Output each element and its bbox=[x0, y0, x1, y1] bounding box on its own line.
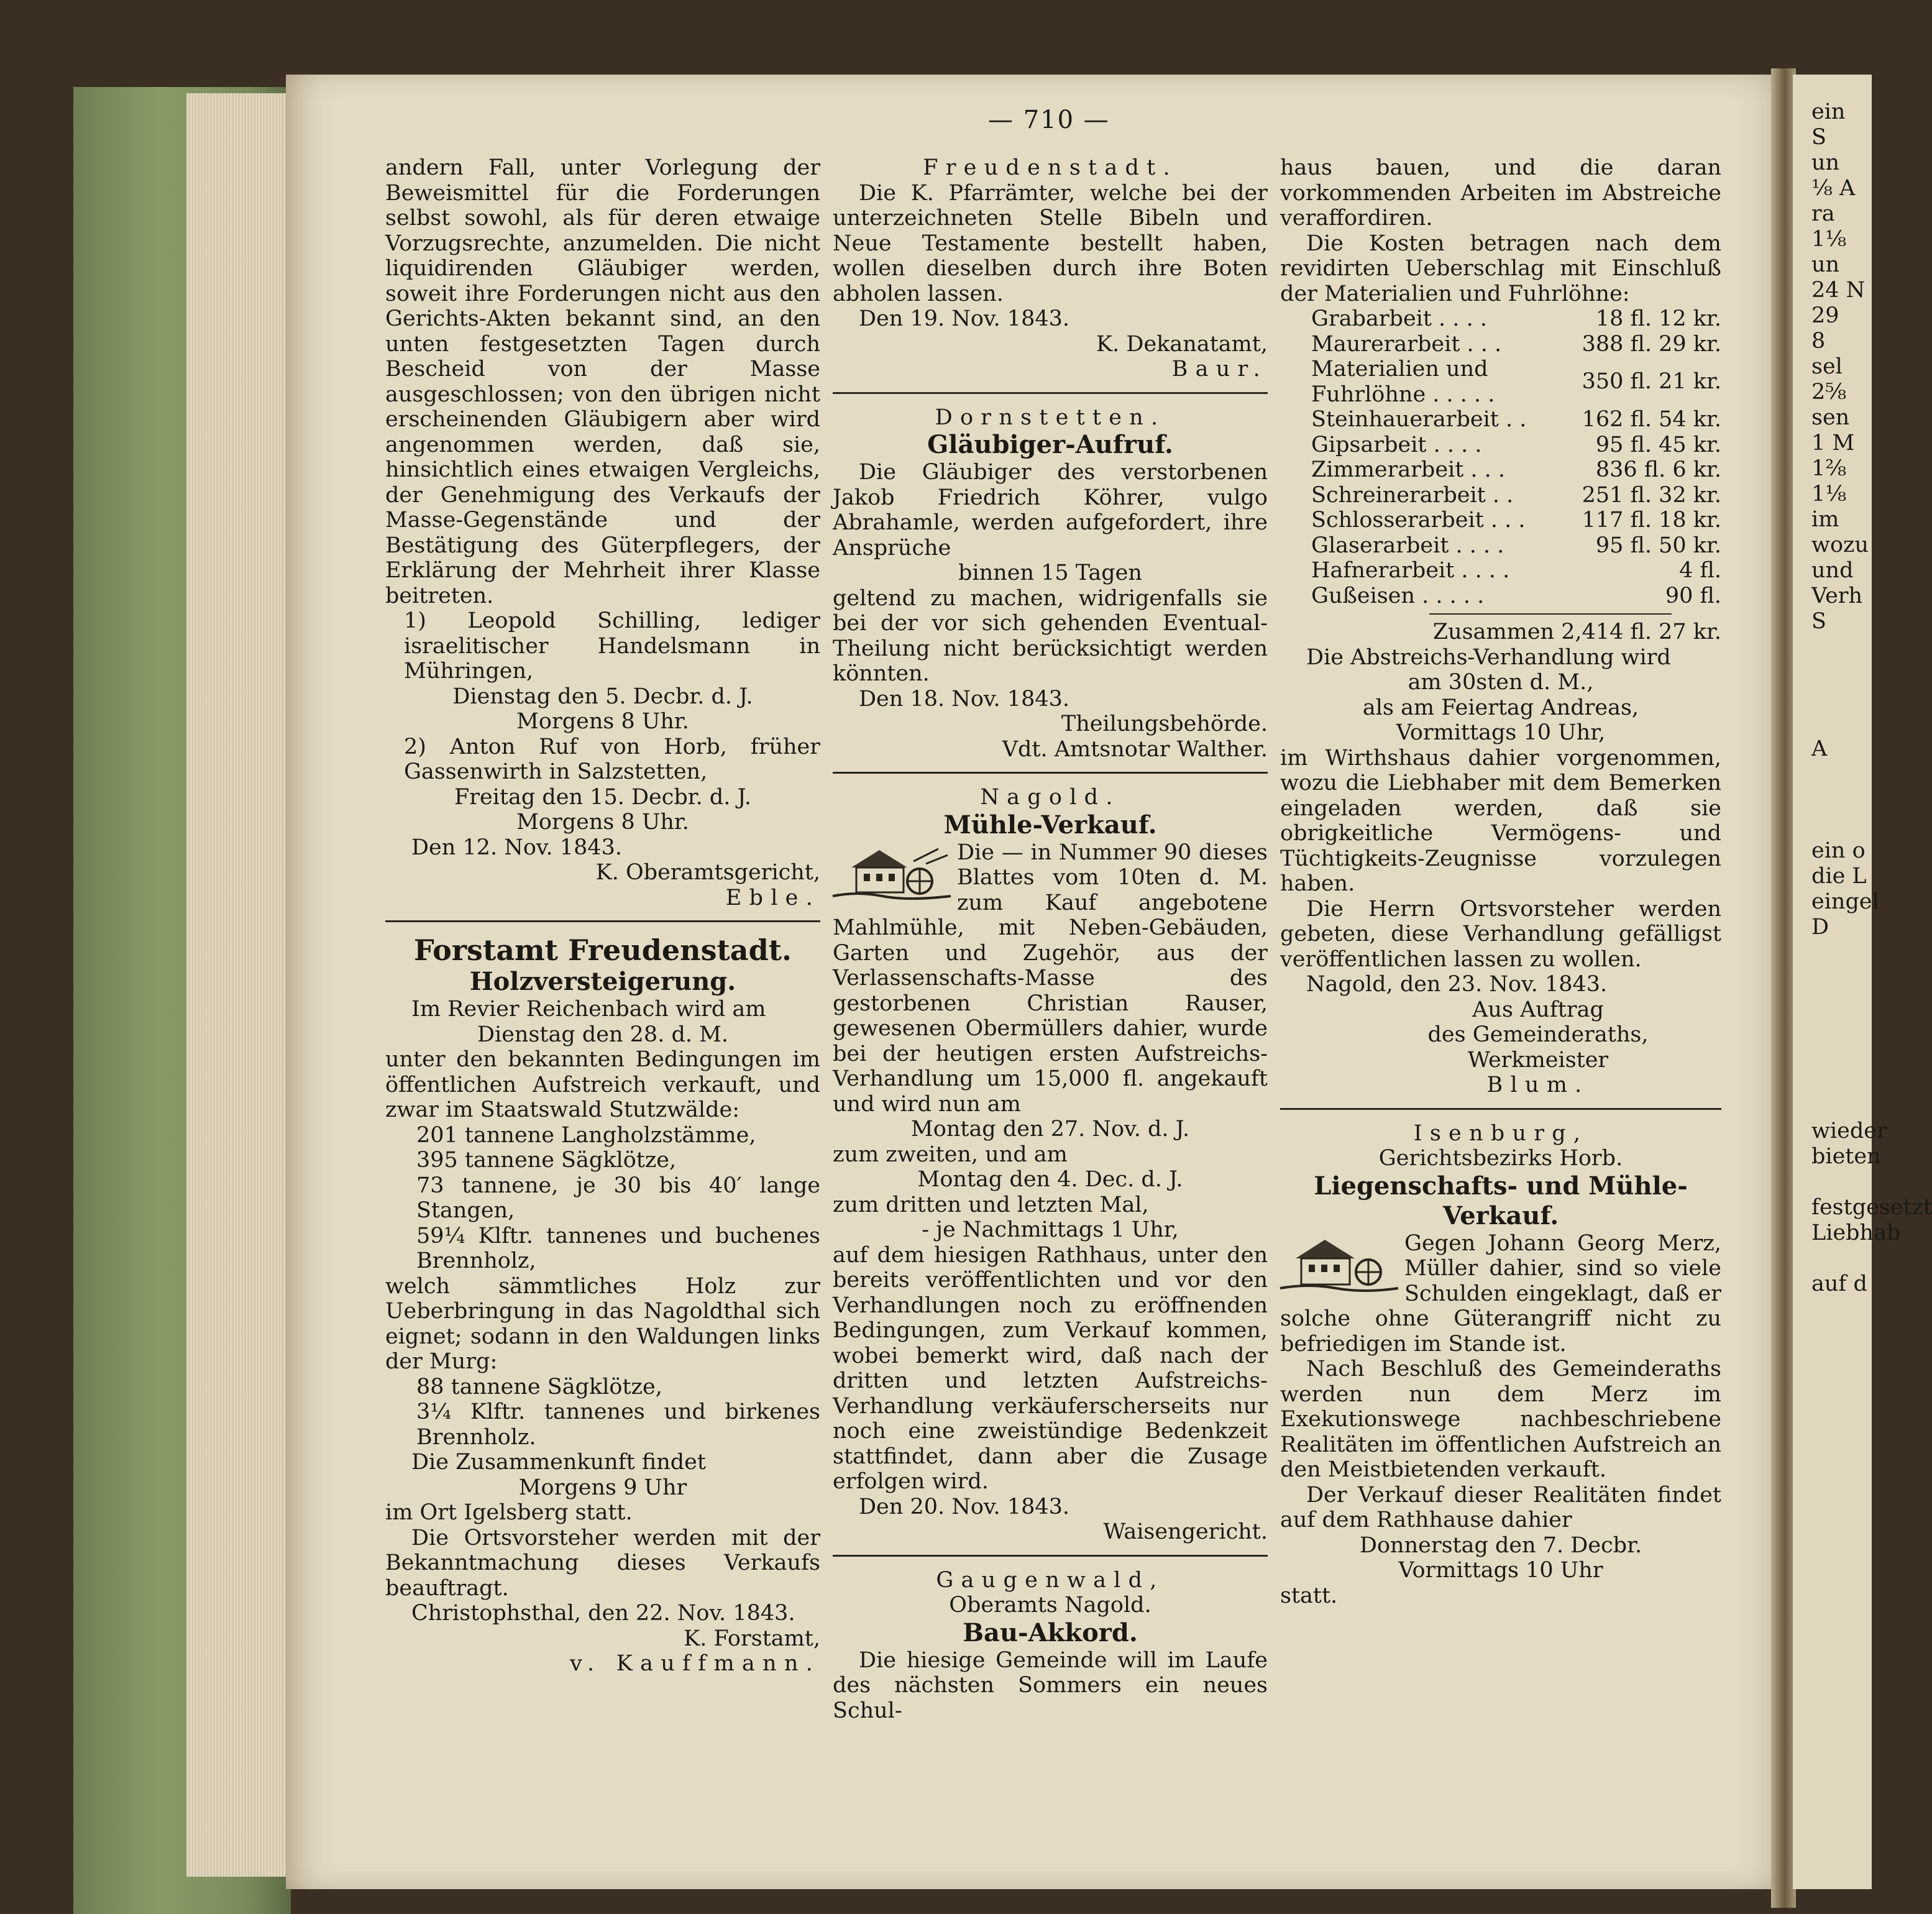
fragment-line bbox=[1793, 1042, 1872, 1068]
list-item: 73 tannene, je 30 bis 40′ lange Stangen, bbox=[416, 1173, 820, 1223]
fragment-line: 1 M bbox=[1811, 431, 1855, 456]
paragraph: Die hiesige Gemeinde will im Laufe des nächsten Sommers ein neues Schul- bbox=[833, 1647, 1268, 1723]
mill-woodcut-icon bbox=[1280, 1234, 1398, 1293]
cost-label: Gipsarbeit . . . . bbox=[1311, 432, 1482, 457]
paragraph: Die Kosten betragen nach dem revidirten Ueberschlag mit Einschluß der Materialien und Fuhrlöhne: bbox=[1280, 231, 1721, 306]
fragment-line: bieten bbox=[1811, 1144, 1881, 1169]
cost-label: Hafnerarbeit . . . . bbox=[1311, 558, 1510, 583]
cost-value: 117 fl. 18 kr. bbox=[1582, 508, 1721, 533]
list-item: 201 tannene Langholzstämme, bbox=[416, 1122, 756, 1148]
fragment-line bbox=[1793, 762, 1872, 787]
book-gutter bbox=[1771, 68, 1796, 1908]
paragraph: Die Herrn Ortsvorsteher werden gebeten, diese Verhandlung gefälligst veröffentlichen lassen zu wollen. bbox=[1280, 896, 1721, 972]
list-item: 395 tannene Sägklötze, bbox=[416, 1148, 677, 1173]
wood-list bbox=[385, 1375, 820, 1450]
fragment-line bbox=[1793, 1068, 1872, 1093]
fragment-line: wozu bbox=[1811, 533, 1869, 557]
fragment-line bbox=[1793, 1093, 1872, 1119]
notice-heading: Bau-Akkord. bbox=[963, 1618, 1138, 1647]
paragraph: Gegen Johann Georg Merz, Müller dahier, sind so viele Schulden eingeklagt, daß er solche ohne Güterangriff nicht zu befriedigen im Stande ist. bbox=[1280, 1230, 1721, 1357]
mill-woodcut-icon bbox=[833, 843, 951, 902]
paragraph: Die — in Nummer 90 dieses Blattes vom 10ten d. M. zum Kauf angebotene Mahlmühle, mit Neben-Gebäuden, Garten und Zugehör, aus der Verlassenschafts-Masse des gestorbenen Christian Rauser, gewesenen Obermüllers dahier, wurde bei der heutigen ersten Aufstreichs-Verhandlung um 15,000 fl. angekauft und wird nun am bbox=[833, 840, 1268, 1117]
cost-row bbox=[1280, 584, 1721, 609]
paragraph: Die Gläubiger des verstorbenen Jakob Friedrich Köhrer, vulgo Abrahamle, werden aufgefordert, ihre Ansprüche bbox=[833, 460, 1268, 561]
cost-value: 18 fl. 12 kr. bbox=[1595, 306, 1721, 331]
vidit-line: Vdt. Amtsnotar Walther. bbox=[1002, 736, 1268, 762]
list-item: 59¼ Klftr. tannenes und buchenes Brennholz, bbox=[416, 1223, 820, 1273]
fragment-line: wieder bbox=[1811, 1119, 1887, 1143]
cost-label: Steinhauerarbeit . . bbox=[1311, 407, 1527, 432]
cost-row bbox=[1280, 483, 1721, 508]
fragment-line bbox=[1793, 787, 1872, 813]
fragment-line: ⅛ A bbox=[1811, 176, 1856, 201]
fragment-line: sen bbox=[1811, 405, 1850, 430]
town-subheading: Oberamts Nagold. bbox=[949, 1593, 1151, 1618]
cost-label: Materialien und Fuhrlöhne . . . . . bbox=[1311, 357, 1495, 407]
cost-value: 162 fl. 54 kr. bbox=[1582, 407, 1721, 432]
fragment-line bbox=[1793, 634, 1872, 660]
dateline: Den 19. Nov. 1843. bbox=[859, 306, 1069, 331]
fragment-line: un bbox=[1811, 252, 1840, 277]
cost-row bbox=[1280, 332, 1721, 357]
town-heading: Dornstetten. bbox=[935, 405, 1166, 430]
list-item: 88 tannene Sägklötze, bbox=[416, 1374, 662, 1399]
fragment-line: auf d bbox=[1811, 1271, 1867, 1296]
town-heading: Isenburg, bbox=[1413, 1120, 1588, 1146]
paragraph: haus bauen, und die daran vorkommenden Arbeiten im Abstreiche veraffordiren. bbox=[1280, 155, 1721, 231]
cost-row bbox=[1280, 508, 1721, 533]
cost-row bbox=[1280, 457, 1721, 483]
authority: K. Forstamt, bbox=[684, 1626, 820, 1651]
dateline: Nagold, den 23. Nov. 1843. bbox=[1306, 972, 1608, 997]
paragraph: im Ort Igelsberg statt. bbox=[385, 1500, 633, 1525]
column-2 bbox=[833, 155, 1268, 1723]
time-line: - je Nachmittags 1 Uhr, bbox=[922, 1217, 1179, 1242]
fragment-line: S bbox=[1811, 125, 1826, 150]
fragment-line: 1⅛ bbox=[1811, 482, 1847, 506]
date-line: am 30sten d. M., bbox=[1408, 670, 1594, 695]
cost-row bbox=[1280, 306, 1721, 332]
paragraph: unter den bekannten Bedingungen im öffentlichen Aufstreich verkauft, und zwar im Staatswald Stutzwälde: bbox=[385, 1047, 820, 1122]
cost-label: Zimmerarbeit . . . bbox=[1311, 457, 1506, 482]
notice-heading: Forstamt Freudenstadt. bbox=[414, 933, 792, 967]
signature: Blum. bbox=[1486, 1073, 1590, 1097]
fragment-line bbox=[1793, 940, 1872, 966]
paragraph: Die Ortsvorsteher werden mit der Bekanntmachung dieses Verkaufs beauftragt. bbox=[385, 1525, 820, 1601]
fragment-line bbox=[1793, 1246, 1872, 1271]
fragment-line: sel bbox=[1811, 354, 1843, 379]
cost-value: 90 fl. bbox=[1665, 583, 1721, 608]
fragment-line bbox=[1793, 1170, 1872, 1195]
fragment-line: festgesetzt bbox=[1811, 1195, 1932, 1220]
cost-row bbox=[1280, 433, 1721, 458]
signature: Baur. bbox=[1171, 357, 1268, 382]
cost-value: 4 fl. bbox=[1679, 558, 1721, 583]
fragment-line bbox=[1793, 685, 1872, 711]
town-heading: Gaugenwald, bbox=[936, 1567, 1165, 1593]
section-divider bbox=[1280, 1108, 1721, 1110]
fragment-line: und bbox=[1811, 558, 1854, 583]
date-line: Freitag den 15. Decbr. d. J. bbox=[454, 784, 751, 810]
time-line: Morgens 9 Uhr bbox=[518, 1475, 687, 1500]
page-number: — 710 — bbox=[988, 106, 1110, 134]
paragraph: welch sämmtliches Holz zur Ueberbringung in das Nagoldthal sich eignet; sodann in den Waldungen links der Murg: bbox=[385, 1273, 820, 1374]
fragment-line bbox=[1793, 711, 1872, 736]
fragment-line: ein o bbox=[1811, 838, 1866, 863]
dateline: Den 18. Nov. 1843. bbox=[859, 686, 1069, 712]
town-heading: Freudenstadt. bbox=[923, 155, 1178, 180]
fragment-line bbox=[1793, 991, 1872, 1017]
fragment-line: D bbox=[1811, 915, 1829, 940]
paragraph: Nach Beschluß des Gemeinderaths werden nun dem Merz im Exekutionswege nachbeschriebene Realitäten im öffentlichen Aufstreich an den Meistbietenden verkauft. bbox=[1280, 1357, 1721, 1482]
paragraph: geltend zu machen, widrigenfalls sie bei der vor sich gehenden Eventual-Theilung nicht berücksichtigt werden könnten. bbox=[833, 585, 1268, 686]
fragment-line: die L bbox=[1811, 864, 1867, 889]
next-page-edge bbox=[1793, 75, 1932, 1889]
date-line: Dienstag den 28. d. M. bbox=[477, 1022, 729, 1047]
sum-rule bbox=[1429, 613, 1672, 615]
time-line: Vormittags 10 Uhr bbox=[1398, 1558, 1603, 1583]
fragment-line bbox=[1793, 1017, 1872, 1042]
cost-value: 95 fl. 45 kr. bbox=[1595, 432, 1721, 457]
cost-label: Schlosserarbeit . . . bbox=[1311, 508, 1526, 533]
column-1 bbox=[385, 155, 820, 1677]
paragraph: Die Abstreichs-Verhandlung wird bbox=[1306, 644, 1671, 670]
dateline: Den 12. Nov. 1843. bbox=[411, 835, 622, 860]
fragment-line bbox=[1793, 813, 1872, 838]
town-heading: Nagold. bbox=[980, 785, 1120, 810]
cost-row bbox=[1280, 558, 1721, 584]
paragraph: im Wirthshaus dahier vorgenommen, wozu die Liebhaber mit dem Bemerken eingeladen werden, daß sie obrigkeitliche Vermögens- und Tüchtigkeits-Zeugnisse vorzulegen haben. bbox=[1280, 745, 1721, 896]
signature: v. Kauffmann. bbox=[570, 1651, 820, 1676]
cost-value: 95 fl. 50 kr. bbox=[1595, 533, 1721, 558]
fragment-line: eingel bbox=[1811, 889, 1879, 914]
signature: Eble. bbox=[725, 885, 820, 910]
cost-label: Schreinerarbeit . . bbox=[1311, 482, 1514, 508]
date-line: Dienstag den 5. Decbr. d. J. bbox=[452, 684, 753, 709]
dateline: Christophsthal, den 22. Nov. 1843. bbox=[411, 1601, 795, 1626]
next-page-fragments bbox=[1793, 75, 1932, 1297]
page-edges bbox=[186, 93, 292, 1877]
section-divider bbox=[833, 1555, 1268, 1557]
cost-value: 251 fl. 32 kr. bbox=[1582, 482, 1721, 508]
date-line: Donnerstag den 7. Decbr. bbox=[1359, 1532, 1642, 1558]
section-divider bbox=[833, 392, 1268, 394]
fragment-line bbox=[1793, 966, 1872, 991]
list-item: 2) Anton Ruf von Horb, früher Gassenwirth in Salzstetten, bbox=[404, 734, 820, 784]
paragraph: Im Revier Reichenbach wird am bbox=[411, 997, 766, 1022]
fragment-line: 29 bbox=[1811, 303, 1839, 328]
section-divider bbox=[385, 920, 820, 922]
cost-row bbox=[1280, 407, 1721, 433]
authority: K. Oberamtsgericht, bbox=[595, 860, 820, 885]
cost-value: 836 fl. 6 kr. bbox=[1595, 457, 1721, 482]
fragment-line: Liebhab bbox=[1811, 1220, 1901, 1245]
time-line: Morgens 8 Uhr. bbox=[516, 810, 689, 835]
cost-row bbox=[1280, 533, 1721, 559]
cost-total: Zusammen 2,414 fl. 27 kr. bbox=[1432, 620, 1721, 644]
cost-label: Grabarbeit . . . . bbox=[1311, 306, 1487, 331]
fragment-line bbox=[1793, 660, 1872, 685]
authority: K. Dekanatamt, bbox=[1096, 331, 1268, 357]
paragraph: Die Zusammenkunft findet bbox=[411, 1450, 706, 1475]
cost-label: Glaserarbeit . . . . bbox=[1311, 533, 1504, 558]
notice-heading: Liegenschafts- und Mühle-Verkauf. bbox=[1314, 1171, 1688, 1230]
list-item: 3¼ Klftr. tannenes und birkenes Brennholz. bbox=[416, 1399, 820, 1450]
authority: Waisengericht. bbox=[1103, 1519, 1268, 1544]
notice-heading: Gläubiger-Aufruf. bbox=[927, 430, 1173, 459]
town-subheading: Gerichtsbezirks Horb. bbox=[1378, 1146, 1623, 1171]
fragment-line: 24 N bbox=[1811, 278, 1866, 303]
time-line: Morgens 8 Uhr. bbox=[516, 709, 689, 734]
fragment-line: 2⁵⁄₈ bbox=[1811, 380, 1847, 405]
section-divider bbox=[833, 772, 1268, 774]
notice-subheading: Holzversteigerung. bbox=[469, 967, 736, 996]
wood-list bbox=[385, 1123, 820, 1274]
list-item: 1) Leopold Schilling, lediger israelitischer Handelsmann in Mühringen, bbox=[404, 608, 820, 684]
cost-value: 350 fl. 21 kr. bbox=[1582, 369, 1721, 395]
paragraph: Der Verkauf dieser Realitäten findet auf dem Rathhause dahier bbox=[1280, 1482, 1721, 1532]
paragraph: zum zweiten, und am bbox=[833, 1142, 1068, 1167]
date-line: Montag den 27. Nov. d. J. bbox=[910, 1117, 1190, 1142]
fragment-line: un bbox=[1811, 150, 1840, 175]
dateline: Den 20. Nov. 1843. bbox=[859, 1494, 1069, 1519]
paragraph: statt. bbox=[1280, 1583, 1338, 1608]
fragment-line: 8 bbox=[1811, 329, 1826, 354]
cost-label: Gußeisen . . . . . bbox=[1311, 583, 1485, 608]
cost-value: 388 fl. 29 kr. bbox=[1582, 331, 1721, 357]
fragment-line: 1⅛ bbox=[1811, 227, 1847, 252]
fragment-line: A bbox=[1811, 736, 1828, 761]
paragraph: andern Fall, unter Vorlegung der Beweismittel für die Forderungen selbst sowohl, als für deren etwaige Vorzugsrechte, anzumelden. Die nicht liquidirenden Gläubiger werden, soweit ihre Forderungen nicht aus den Gerichts-Akten bekannt sind, an den unten festgesetzten Tagen durch Bescheid von der Masse ausgeschlossen; von den übrigen nicht erscheinenden Gläubigern aber wird angenommen werden, daß sie, hinsichtlich eines etwaigen Vergleichs, der Genehmigung des Verkaufs der Masse-Gegenstände und der Bestätigung des Güterpflegers, der Erklärung der Mehrheit ihrer Klasse beitreten. bbox=[385, 155, 820, 608]
notice-heading: Mühle-Verkauf. bbox=[943, 810, 1157, 840]
paragraph: Die K. Pfarrämter, welche bei der unterzeichneten Stelle Bibeln und Neue Testamente bestellt haben, wollen dieselben durch ihre Boten abholen lassen. bbox=[833, 180, 1268, 306]
cost-table bbox=[1280, 306, 1721, 608]
fragment-line: 1²⁄₈ bbox=[1811, 456, 1847, 481]
paragraph: auf dem hiesigen Rathhaus, unter den bereits veröffentlichten und vor den Verhandlungen noch zu eröffnenden Bedingungen, zum Verkauf kommen, wobei bemerkt wird, daß nach der dritten und letzten Aufstreichs-Verhandlung verkäuferscherseits nur noch eine zweistündige Bedenkzeit stattfindet, dann aber die Zusage erfolgen wird. bbox=[833, 1242, 1268, 1494]
fragment-line: ra bbox=[1811, 201, 1835, 226]
authority: Theilungsbehörde. bbox=[1061, 712, 1268, 736]
column-3 bbox=[1280, 155, 1721, 1608]
cost-label: Maurerarbeit . . . bbox=[1311, 331, 1502, 357]
date-line: Montag den 4. Dec. d. J. bbox=[917, 1167, 1183, 1192]
authority: des Gemeinderaths, bbox=[1427, 1022, 1649, 1047]
deadline-line: binnen 15 Tagen bbox=[958, 561, 1142, 585]
cost-row bbox=[1280, 357, 1721, 407]
fragment-line: S bbox=[1811, 609, 1826, 634]
authority: Aus Auftrag bbox=[1472, 997, 1604, 1022]
fragment-line: Verh bbox=[1811, 584, 1863, 608]
paragraph: zum dritten und letzten Mal, bbox=[833, 1192, 1149, 1217]
fragment-line: im bbox=[1811, 507, 1839, 532]
time-line: Vormittags 10 Uhr, bbox=[1396, 720, 1606, 745]
authority: Werkmeister bbox=[1467, 1047, 1609, 1073]
date-line: als am Feiertag Andreas, bbox=[1362, 695, 1639, 720]
fragment-line: ein bbox=[1811, 99, 1846, 124]
